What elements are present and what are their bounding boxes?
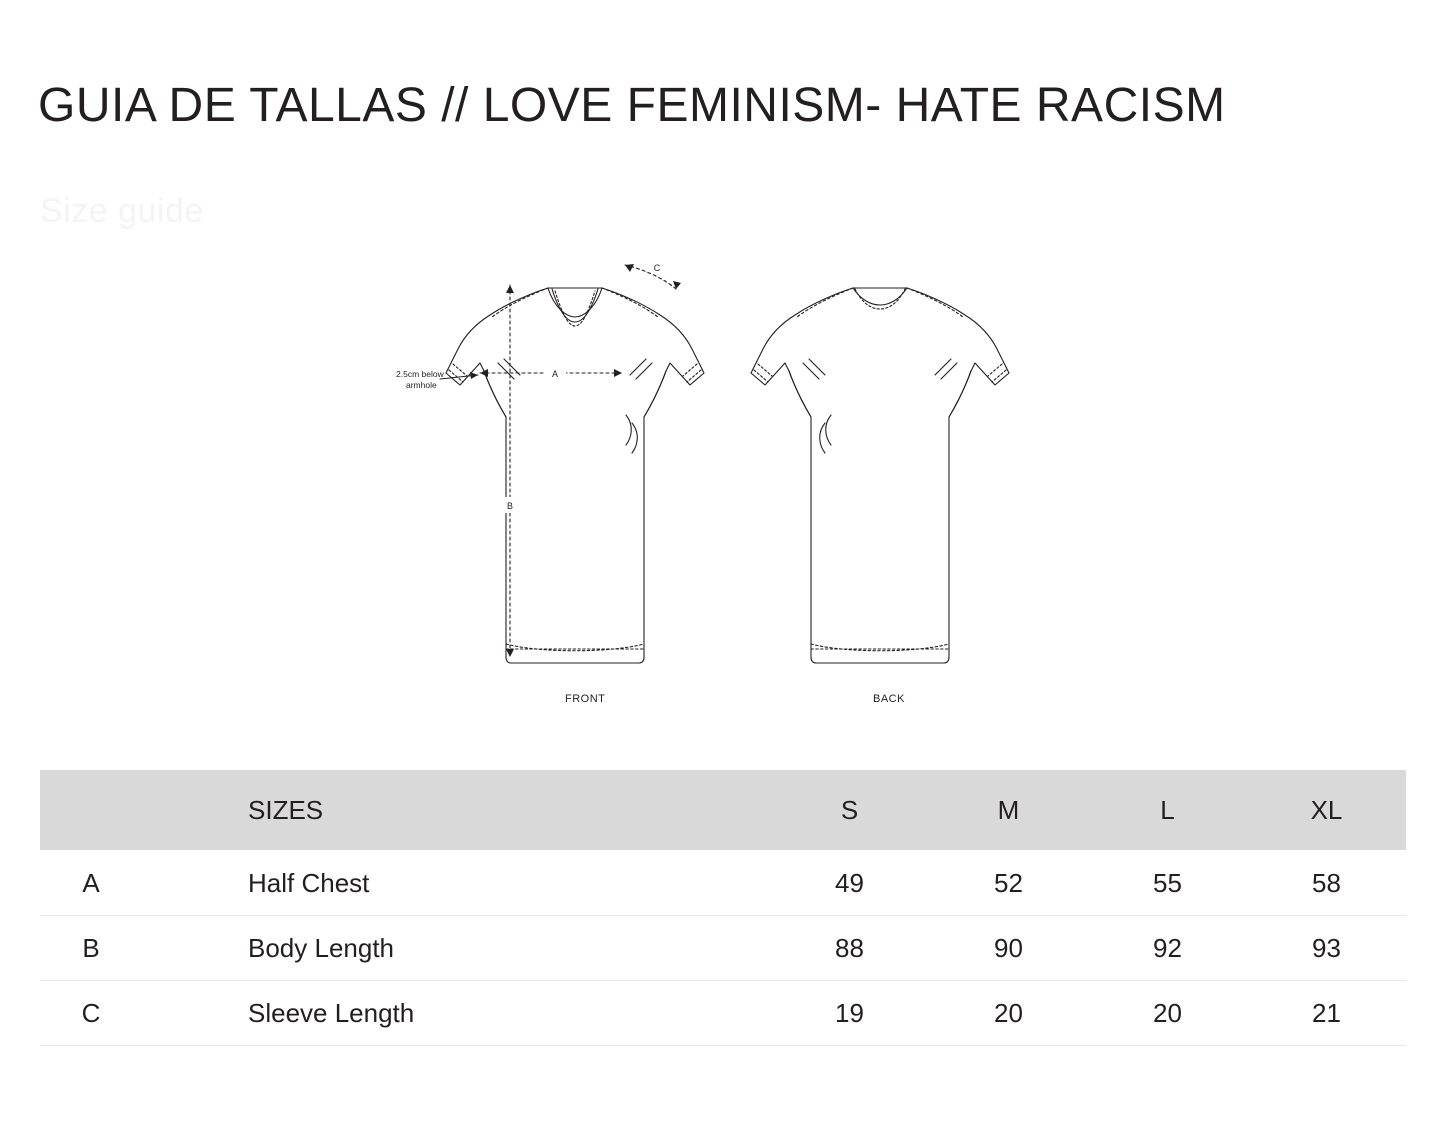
row-code-c: C — [40, 981, 142, 1046]
row-b-value-s: 88 — [770, 916, 929, 981]
label-a: A — [551, 369, 559, 379]
row-b-value-xl: 93 — [1247, 916, 1406, 981]
table-row — [40, 981, 1406, 1046]
table-header-row — [40, 770, 1406, 851]
row-code-a: A — [40, 851, 142, 916]
armhole-note-line1: 2.5cm below — [396, 369, 444, 379]
measure-b-arrow — [500, 285, 520, 657]
row-c-value-m: 20 — [929, 981, 1088, 1046]
page-subtitle: Size guide — [40, 192, 204, 230]
row-a-value-s: 49 — [770, 851, 929, 916]
header-sizes: SIZES — [142, 770, 770, 851]
row-b-value-m: 90 — [929, 916, 1088, 981]
header-size-l: L — [1088, 770, 1247, 851]
measure-c-arrow — [625, 263, 681, 289]
row-name-sleeve-length: Sleeve Length — [142, 981, 770, 1046]
label-c: C — [653, 263, 661, 273]
row-name-half-chest: Half Chest — [142, 851, 770, 916]
row-c-value-xl: 21 — [1247, 981, 1406, 1046]
row-name-body-length: Body Length — [142, 916, 770, 981]
row-a-value-m: 52 — [929, 851, 1088, 916]
header-size-s: S — [770, 770, 929, 851]
row-a-value-xl: 58 — [1247, 851, 1406, 916]
row-b-value-l: 92 — [1088, 916, 1247, 981]
page-title: GUIA DE TALLAS // LOVE FEMINISM- HATE RACISM — [38, 79, 1226, 132]
label-b: B — [506, 501, 514, 511]
armhole-note-line2: armhole — [406, 380, 437, 390]
tshirt-measurement-diagram — [380, 245, 1070, 715]
row-code-b: B — [40, 916, 142, 981]
header-code — [40, 770, 142, 851]
table-row — [40, 916, 1406, 981]
size-chart-table — [40, 770, 1406, 1046]
table-row — [40, 851, 1406, 916]
row-c-value-s: 19 — [770, 981, 929, 1046]
back-shirt-outline — [751, 288, 1009, 663]
row-a-value-l: 55 — [1088, 851, 1247, 916]
measure-a-arrow — [480, 365, 622, 381]
header-size-xl: XL — [1247, 770, 1406, 851]
front-view-caption: FRONT — [565, 693, 606, 705]
back-view-caption: BACK — [873, 693, 905, 705]
row-c-value-l: 20 — [1088, 981, 1247, 1046]
front-shirt-outline — [446, 288, 704, 663]
header-size-m: M — [929, 770, 1088, 851]
